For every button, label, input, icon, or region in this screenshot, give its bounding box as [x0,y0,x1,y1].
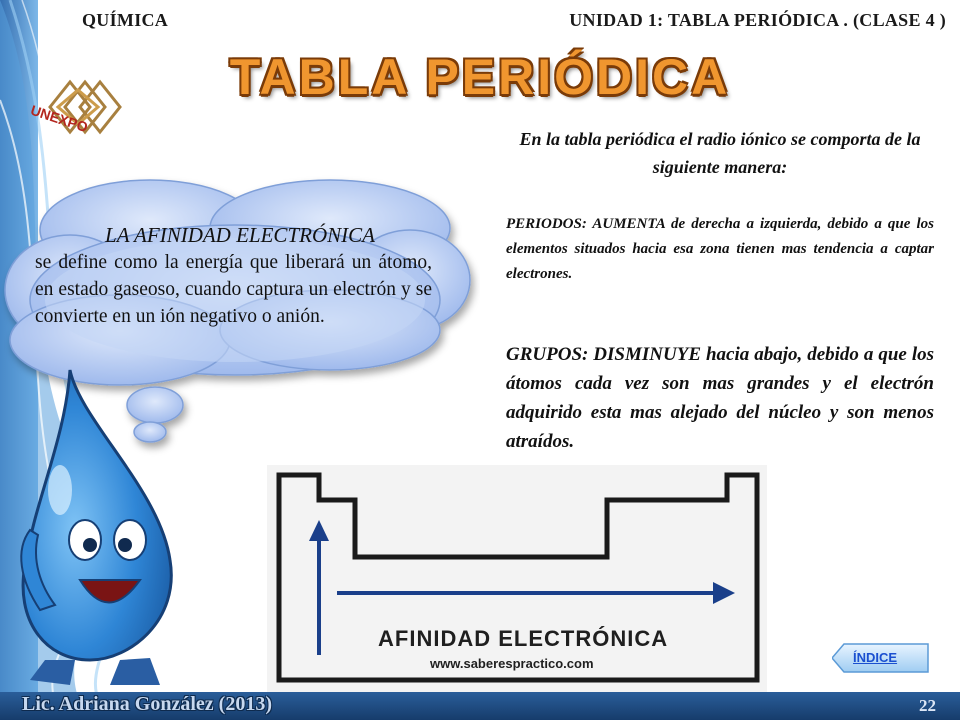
intro-text: En la tabla periódica el radio iónico se comporta de la siguiente manera: [519,129,921,177]
unit-label: UNIDAD 1: TABLA PERIÓDICA . (CLASE 4 ) [569,10,946,30]
page-title: TABLA PERIÓDICA [229,49,731,105]
author-label: Lic. Adriana González (2013) [22,693,272,715]
cloud-title: LA AFINIDAD ELECTRÓNICA [105,223,375,247]
diagram-url: www.saberespractico.com [430,656,594,671]
right-arrow-head-icon [713,582,735,604]
groups-text: GRUPOS: DISMINUYE hacia abajo, debido a que los átomos cada vez son mas grandes y el electrón adquirido esta mas alejado del núcleo y son menos atraídos. [506,344,934,452]
diagram-label: AFINIDAD ELECTRÓNICA [378,626,669,651]
up-arrow-head-icon [309,520,329,541]
unexpo-logo-icon [20,62,140,152]
cloud-definition-text: se define como la energía que liberará un átomo, en estado gaseoso, cuando captura un electrón y se convierte en un ión negativo o anión. [35,252,432,327]
index-link[interactable]: ÍNDICE [853,650,898,665]
periods-text: PERIODOS: AUMENTA de derecha a izquierda, debido a que los elementos situados hacia esa zona tienen mas tendencia a captar electrones. [506,216,934,282]
page-number: 22 [919,696,936,715]
water-drop-mascot-icon [10,360,210,690]
subject-label: QUÍMICA [82,10,169,30]
logo-text: UNEXPO [28,101,90,136]
